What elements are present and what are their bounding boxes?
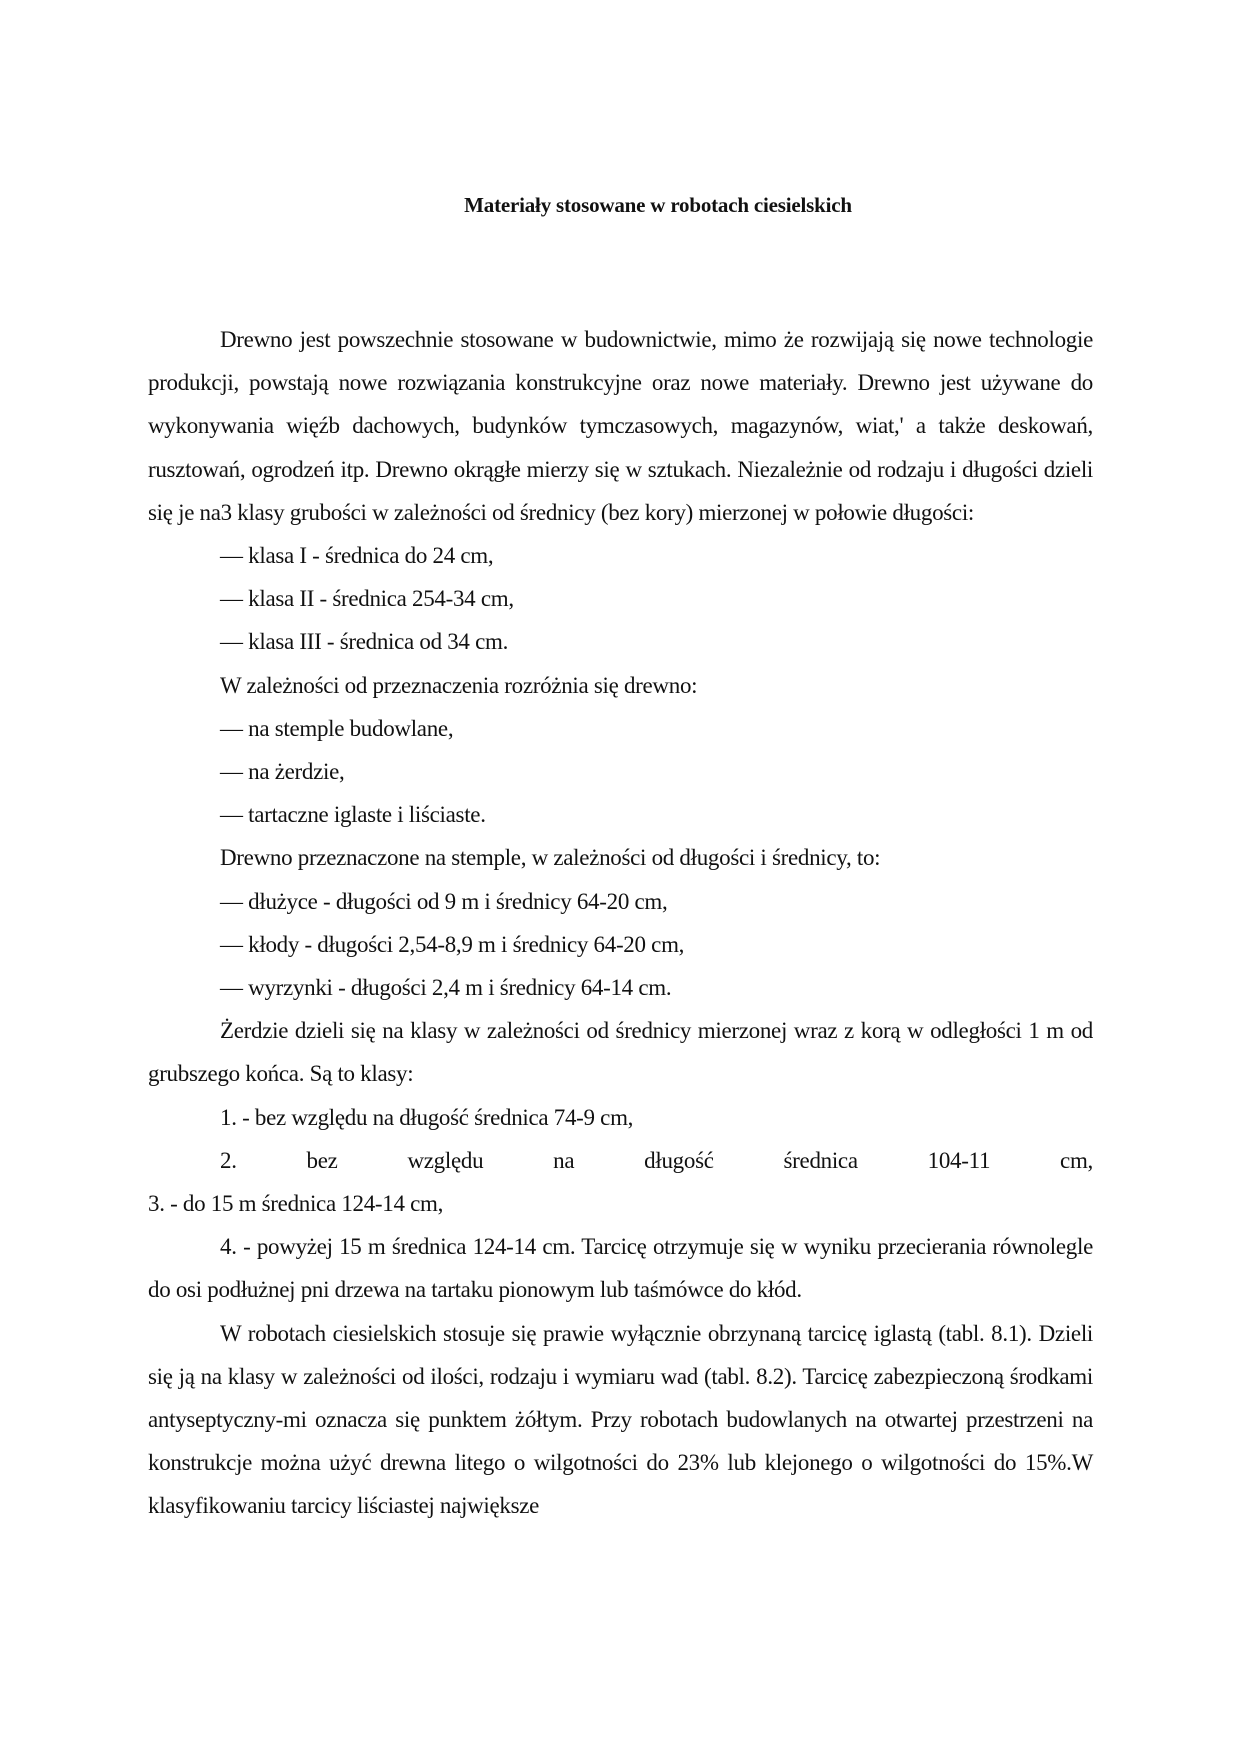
thickness-class-item: — klasa I - średnica do 24 cm, [220, 543, 494, 569]
props-intro: Drewno przeznaczone na stemple, w zależności od długości i średnicy, to: [220, 845, 881, 871]
purpose-item: — tartaczne iglaste i liściaste. [220, 802, 486, 828]
purpose-intro: W zależności od przeznaczenia rozróżnia się drewno: [220, 672, 698, 698]
pole-class-item: 1. - bez względu na długość średnica 74-9 cm, [220, 1104, 634, 1130]
props-item: — dłużyce - długości od 9 m i średnicy 64-20 cm, [220, 888, 668, 914]
lumber-paragraph: W robotach ciesielskich stosuje się prawie wyłącznie obrzynaną tarcicę iglastą (tabl. 8.1). Dzieli się ją na klasy w zależności od ilości, rodzaju i wymiaru wad (tabl. 8.2). Tarcicę zabezpieczoną środkami antyseptyczny-mi oznacza się punktem żółtym. Przy robotach budowlanych na otwartej przestrzeni na konstrukcje można użyć drewna litego o wilgotności do 23% lub klejonego o wilgotności do 15%.W klasyfikowaniu tarcicy liściastej największe [148, 1320, 1093, 1519]
pole-class-item: 4. - powyżej 15 m średnica 124-14 cm. Tarcicę otrzymuje się w wyniku przecierania równolegle do osi podłużnej pni drzewa na tartaku pionowym lub taśmówce do kłód. [148, 1234, 1093, 1303]
pole-class-item: 3. - do 15 m średnica 124-14 cm, [148, 1191, 444, 1217]
intro-paragraph: Drewno jest powszechnie stosowane w budownictwie, mimo że rozwijają się nowe technologie produkcji, powstają nowe rozwiązania konstrukcyjne oraz nowe materiały. Drewno jest używane do wykonywania więźb dachowych, budynków tymczasowych, magazynów, wiat,' a także deskowań, rusztowań, ogrodzeń itp. Drewno okrągłe mierzy się w sztukach. Niezależnie od rodzaju i długości dzieli się je na3 klasy grubości w zależności od średnicy (bez kory) mierzonej w połowie długości: [148, 327, 1093, 525]
props-item: — wyrzynki - długości 2,4 m i średnicy 64-14 cm. [220, 975, 672, 1001]
purpose-item: — na stemple budowlane, [220, 715, 454, 741]
thickness-class-item: — klasa III - średnica od 34 cm. [220, 629, 509, 655]
pole-class-item: 2. bez względu na długość średnica 104-11 cm, [220, 1147, 1093, 1173]
document-body [148, 318, 1093, 1528]
purpose-item: — na żerdzie, [220, 759, 345, 785]
poles-paragraph: Żerdzie dzieli się na klasy w zależności od średnicy mierzonej wraz z korą w odległości 1 m od grubszego końca. Są to klasy: [148, 1018, 1093, 1087]
thickness-class-item: — klasa II - średnica 254-34 cm, [220, 586, 514, 612]
document-title: Materiały stosowane w robotach ciesielskich [464, 193, 852, 217]
props-item: — kłody - długości 2,54-8,9 m i średnicy 64-20 cm, [220, 931, 685, 957]
